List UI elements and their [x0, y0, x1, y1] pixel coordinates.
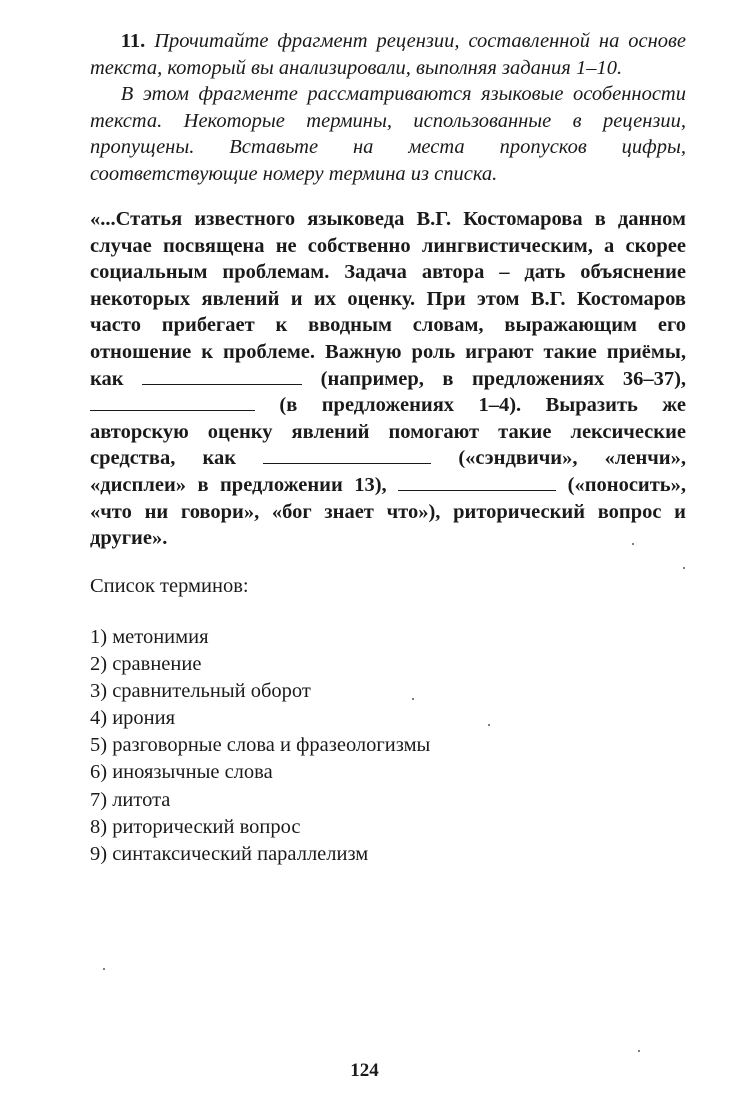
answer-blank-1[interactable]: [142, 367, 302, 385]
term-item: 8) риторический вопрос: [90, 815, 301, 838]
review-fragment: [90, 206, 686, 552]
scan-speck: [412, 698, 414, 700]
task-instruction-2-text: В этом фрагменте рассматриваются языковые особенности текста. Некоторые термины, использованные в рецензии, пропущены. Вставьте на места пропусков цифры, соответствующие номеру термина из списка.: [90, 83, 686, 185]
review-part-1: «...Статья известного языковеда В.Г. Костомарова в данном случае посвящена не собственно лингвистическим, а скорее социальным проблемам. Задача автора – дать объяснение некоторых явлений и их оценку. При этом В.Г. Костомаров часто прибегает к вводным словам, выражающим его отношение к проблеме. Важную роль играют такие приёмы, как: [90, 208, 686, 390]
scan-speck: [638, 1050, 640, 1052]
review-part-3: (в предложениях 1–4). Выразить же авторскую оценку явлений помогают такие лексические средства, как: [90, 394, 686, 470]
review-part-4: («сэндвичи», «ленчи», «дисплеи» в предложении 13),: [90, 447, 686, 496]
terms-title: Список терминов:: [90, 575, 249, 597]
term-item: 6) иноязычные слова: [90, 761, 273, 784]
review-part-2: (например, в предложениях 36–37),: [320, 367, 687, 390]
task-number: 11.: [120, 30, 146, 52]
scan-speck: [103, 968, 105, 970]
scan-speck: [488, 724, 490, 726]
terms-list: [90, 624, 430, 868]
term-item: 2) сравнение: [90, 653, 202, 676]
scan-speck: [632, 543, 634, 545]
task-block: [90, 28, 686, 187]
page-number: 124: [350, 1060, 379, 1081]
term-item: 5) разговорные слова и фразеологизмы: [90, 734, 431, 757]
answer-blank-4[interactable]: [398, 473, 556, 491]
answer-blank-3[interactable]: [263, 446, 431, 464]
answer-blank-2[interactable]: [90, 393, 255, 411]
term-item: 9) синтаксический параллелизм: [90, 842, 369, 865]
review-part-5: («поносить», «что ни говори», «бог знает что»), риторический вопрос и другие».: [90, 473, 687, 550]
term-item: 1) метонимия: [90, 626, 209, 648]
scan-speck: [683, 567, 685, 569]
task-instruction-text: Прочитайте фрагмент рецензии, составленной на основе текста, который вы анализировали, выполняя задания 1–10.: [90, 30, 687, 79]
term-item: 3) сравнительный оборот: [90, 680, 311, 703]
task-instruction: [90, 28, 686, 81]
task-instruction-2: [90, 81, 686, 187]
term-item: 7) литота: [90, 788, 171, 811]
term-item: 4) ирония: [90, 707, 176, 730]
